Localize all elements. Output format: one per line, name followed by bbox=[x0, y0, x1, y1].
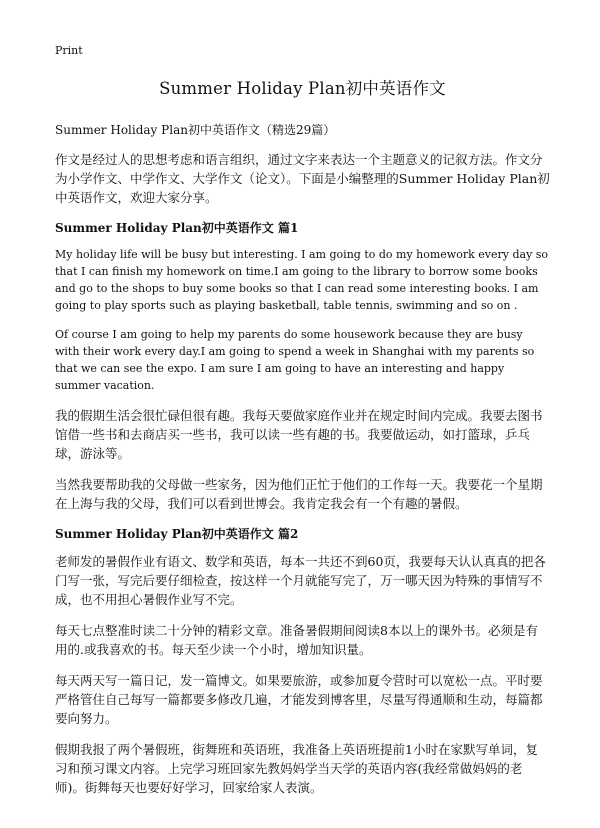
section-1-heading: Summer Holiday Plan初中英语作文 篇1 bbox=[55, 221, 299, 235]
section-1-chinese-paragraph-1: 我的假期生活会很忙碌但很有趣。我每天要做家庭作业并在规定时间内完成。我要去图书馆借一些书和去商店买一些书，我可以读一些有趣的书。我要做运动，如打篮球，乒乓球，游泳等。 bbox=[55, 408, 543, 461]
print-link[interactable]: Print bbox=[55, 44, 83, 57]
section-2-paragraph-1: 老师发的暑假作业有语文、数学和英语，每本一共还不到60页，我要每天认认真真的把各门写一张，写完后要仔细检查，按这样一个月就能写完了，万一哪天因为特殊的事情写不成，也不用担心暑假作业写不完。 bbox=[55, 554, 546, 607]
section-1-english-paragraph-2: Of course I am going to help my parents do some housework because they are busy with their work every day.I am going to spend a week in Shanghai with my parents so that we can see the expo. I am sure I am going to have an interesting and happy summer vacation. bbox=[55, 328, 535, 392]
section-2-heading: Summer Holiday Plan初中英语作文 篇2 bbox=[55, 527, 299, 541]
page-title: Summer Holiday Plan初中英语作文 bbox=[159, 79, 446, 98]
section-2-paragraph-2: 每天七点整准时读二十分钟的精彩文章。准备暑假期间阅读8本以上的课外书。必须是有用的.或我喜欢的书。每天至少读一个小时，增加知识量。 bbox=[55, 623, 538, 657]
section-1-english-paragraph-1: My holiday life will be busy but interesting. I am going to do my homework every day so that I can finish my homework on time.I am going to the library to borrow some books and go to the shops to buy some books so that I can read some interesting books. I am going to play sports such as playing basketball, table tennis, swimming and so on . bbox=[55, 248, 549, 312]
intro-paragraph: 作文是经过人的思想考虑和语言组织，通过文字来表达一个主题意义的记叙方法。作文分为小学作文、中学作文、大学作文（论文）。下面是小编整理的Summer Holiday Plan初中英语作文，欢迎大家分享。 bbox=[55, 152, 550, 205]
section-1-chinese-paragraph-2: 当然我要帮助我的父母做一些家务，因为他们正忙于他们的工作每一天。我要花一个星期在上海与我的父母，我们可以看到世博会。我肯定我会有一个有趣的暑假。 bbox=[55, 477, 543, 511]
subtitle: Summer Holiday Plan初中英语作文（精选29篇） bbox=[55, 123, 336, 137]
section-2-paragraph-3: 每天两天写一篇日记，发一篇博文。如果要旅游，或参加夏令营时可以宽松一点。平时要严格管住自己每写一篇都要多修改几遍，才能发到博客里，尽量写得通顺和生动，每篇都要向努力。 bbox=[55, 673, 543, 726]
section-2-paragraph-4: 假期我报了两个暑假班，街舞班和英语班，我准备上英语班提前1小时在家默写单词，复习和预习课文内容。上完学习班回家先教妈妈学当天学的英语内容(我经常做妈妈的老师)。街舞每天也要好好学习，回家给家人表演。 bbox=[55, 742, 538, 795]
